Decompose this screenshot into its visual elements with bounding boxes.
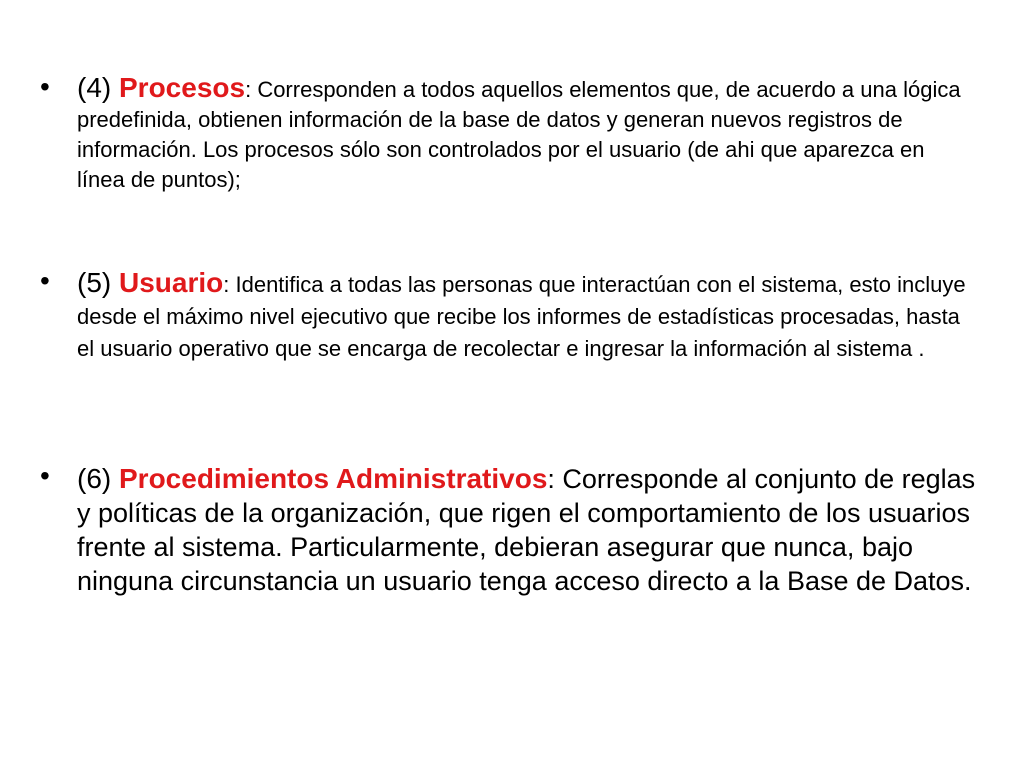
bullet-description: Identifica a todas las personas que interactúan con el sistema, esto incluye desde el máximo nivel ejecutivo que recibe los informes de estadísticas procesadas, hasta el usuario operativo que se encarga de recolectar e ingresar la información al sistema . (77, 272, 966, 361)
bullet-dot: • (40, 265, 50, 296)
bullet-term: Usuario (119, 267, 224, 298)
bullet-term: Procedimientos Administrativos (119, 463, 548, 494)
bullet-term: Procesos (119, 72, 246, 103)
bullet-dot: • (40, 71, 50, 102)
bullet-separator: : (547, 464, 563, 494)
bullet-text (77, 73, 977, 195)
bullet-text (77, 267, 977, 365)
bullet-number: (6) (77, 463, 119, 494)
bullet-number: (5) (77, 267, 119, 298)
bullet-separator: : (223, 272, 236, 297)
bullet-description: Corresponden a todos aquellos elementos que, de acuerdo a una lógica predefinida, obtienen información de la base de datos y generan nuevos registros de información. Los procesos sólo son controlados por el usuario (de ahi que aparezca en línea de puntos); (77, 77, 961, 192)
bullet-text (77, 462, 977, 598)
bullet-dot: • (40, 460, 50, 491)
bullet-description: Corresponde al conjunto de reglas y políticas de la organización, que rigen el comportamiento de los usuarios frente al sistema. Particularmente, debieran asegurar que nunca, bajo ninguna circunstancia un usuario tenga acceso directo a la Base de Datos. (77, 464, 976, 596)
bullet-separator: : (245, 77, 258, 102)
bullet-number: (4) (77, 72, 119, 103)
